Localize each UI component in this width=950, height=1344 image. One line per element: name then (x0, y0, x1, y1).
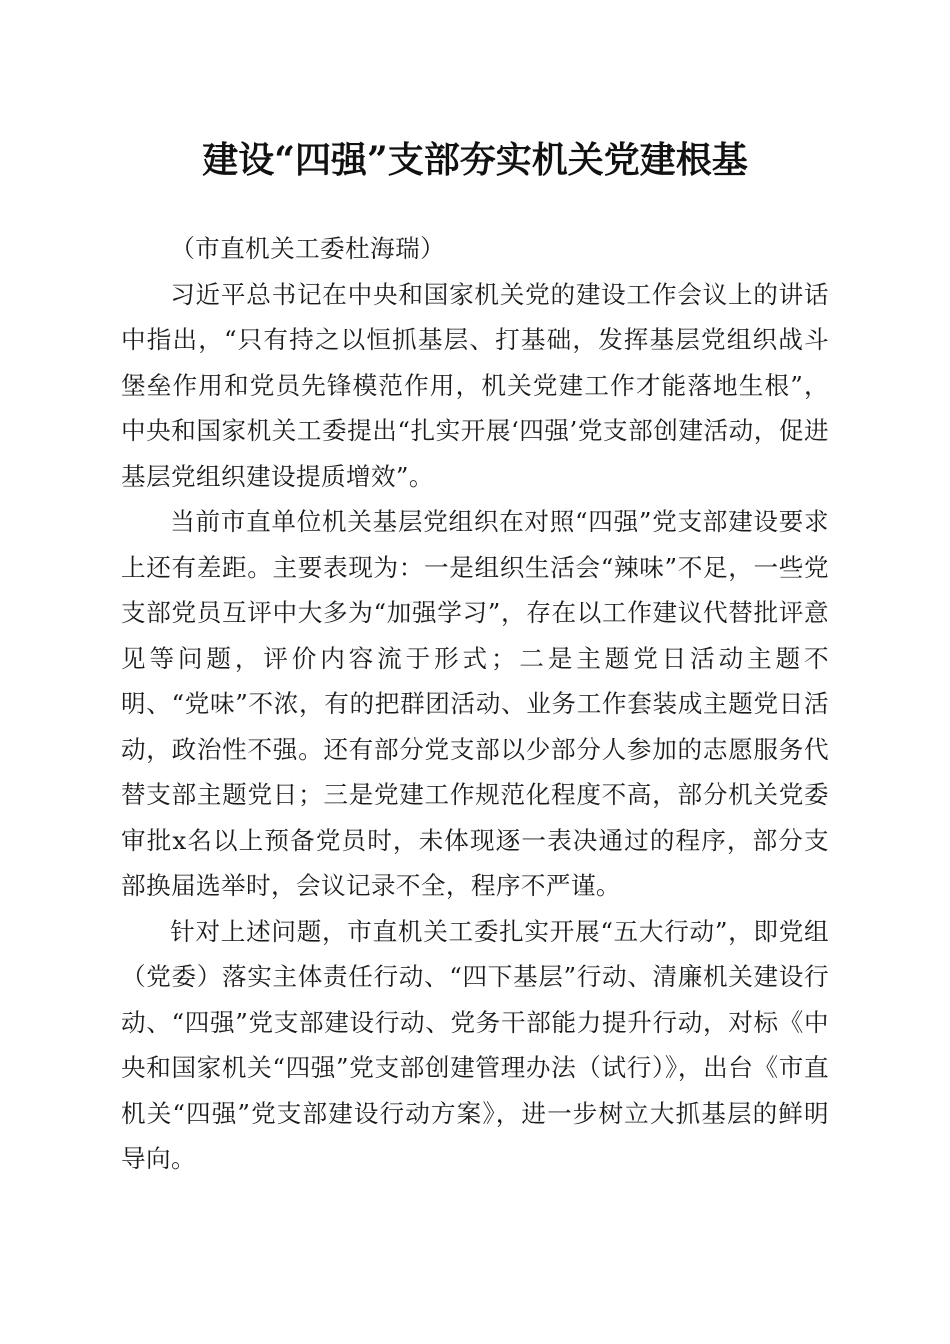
document-body (121, 226, 829, 1182)
paragraph-1: 习近平总书记在中央和国家机关党的建设工作会议上的讲话中指出，“只有持之以恒抓基层、打基础，发挥基层党组织战斗堡垒作用和党员先锋模范作用，机关党建工作才能落地生根”，中央和国家机关工委提出“扎实开展‘四强’党支部创建活动，促进基层党组织建设提质增效”。 (121, 279, 829, 491)
paragraph-3: 针对上述问题，市直机关工委扎实开展“五大行动”，即党组（党委）落实主体责任行动、“四下基层”行动、清廉机关建设行动、“四强”党支部建设行动、党务干部能力提升行动，对标《中央和国家机关“四强”党支部创建管理办法（试行）》，出台《市直机关“四强”党支部建设行动方案》，进一步树立大抓基层的鲜明导向。 (121, 916, 829, 1173)
document-title: 建设“四强”支部夯实机关党建根基 (202, 139, 748, 181)
paragraph-2: 当前市直单位机关基层党组织在对照“四强”党支部建设要求上还有差距。主要表现为：一是组织生活会“辣味”不足，一些党支部党员互评中大多为“加强学习”，存在以工作建议代替批评意见等问题，评价内容流于形式；二是主题党日活动主题不明、“党味”不浓，有的把群团活动、业务工作套装成主题党日活动，政治性不强。还有部分党支部以少部分人参加的志愿服务代替支部主题党日；三是党建工作规范化程度不高，部分机关党委审批x名以上预备党员时，未体现逐一表决通过的程序，部分支部换届选举时，会议记录不全，程序不严谨。 (121, 507, 829, 900)
byline: （市直机关工委杜海瑞） (170, 234, 446, 263)
